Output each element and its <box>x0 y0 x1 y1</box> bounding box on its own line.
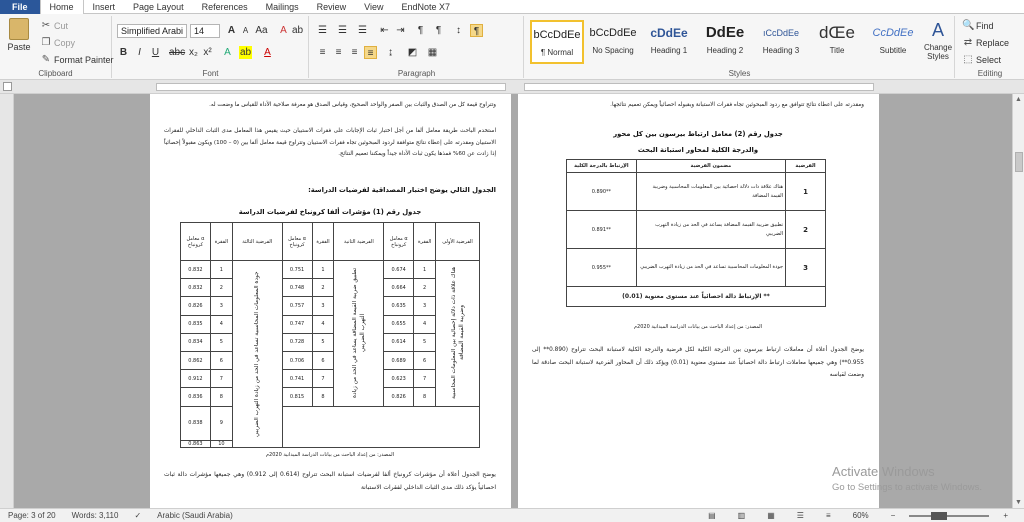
view-buttons <box>692 511 1024 520</box>
table-cell: 0.757 <box>282 297 312 315</box>
table-cell: 1 <box>414 261 436 279</box>
clear-format-icon[interactable]: A <box>280 25 287 36</box>
style-heading-1[interactable]: cDdEe Heading 1 <box>650 26 688 55</box>
table-1-title: جدول رقم (1) مؤشرات ألفا كرونباخ لفرضيات الدراسة <box>238 208 422 216</box>
hyp-number: 3 <box>786 249 826 287</box>
paintbrush-icon: ✎ <box>41 54 51 65</box>
paragraph-label: Paragraph <box>397 69 436 78</box>
style-subtitle[interactable]: CcDdEe Subtitle <box>872 27 914 55</box>
styles-label: Styles <box>728 69 751 78</box>
find-button[interactable]: 🔍 Find <box>962 20 994 31</box>
th-para-1: الفقرة <box>414 223 436 261</box>
table-cell: 3 <box>210 297 232 315</box>
borders-icon[interactable]: ▦ <box>427 47 438 58</box>
ruler-left-page <box>156 83 506 91</box>
bold-icon[interactable]: B <box>119 47 128 58</box>
table-cell: 5 <box>414 333 436 351</box>
table-cell: 0.664 <box>384 279 414 297</box>
paste-button[interactable]: Paste <box>6 18 32 52</box>
table-cell: 0.863 <box>181 440 211 447</box>
shrink-font-icon[interactable]: A <box>242 26 249 35</box>
table-cell: 10 <box>210 440 232 447</box>
cut-button[interactable]: ✂ Cut <box>41 20 69 31</box>
table-cell: 8 <box>414 388 436 406</box>
left-source: المصدر: من إعداد الباحث من بيانات الدراسة الميدانية 2020م <box>265 452 395 458</box>
superscript-icon[interactable]: x² <box>203 47 212 58</box>
tab-page-layout[interactable]: Page Layout <box>133 1 184 12</box>
text-effects-icon[interactable]: A <box>224 47 231 58</box>
paragraph-group <box>310 16 524 78</box>
align-right-icon[interactable]: ≡ <box>351 47 358 58</box>
table-cell: 3 <box>312 297 334 315</box>
table-cell: 8 <box>210 388 232 406</box>
tab-file[interactable]: File <box>0 0 40 14</box>
table-cell: 0.836 <box>181 388 211 406</box>
clipboard-group <box>0 16 112 78</box>
zoom-slider[interactable] <box>909 515 989 517</box>
th-alpha-1: معامل α كرونباخ <box>384 223 414 261</box>
sort-icon[interactable]: ↕ <box>456 25 461 36</box>
hyp-1-text: هناك علاقة ذات دلالة إحصائية بين المعلومات المحاسبية وضريبة القيمة المضافة <box>436 261 480 407</box>
copy-icon: ❐ <box>41 37 51 48</box>
replace-button[interactable]: ⇄ Replace <box>963 37 1010 48</box>
tab-home[interactable]: Home <box>40 0 84 14</box>
table-cell: 8 <box>312 388 334 406</box>
show-marks-icon[interactable]: ¶ <box>470 24 483 37</box>
table-cell: 7 <box>312 370 334 388</box>
editing-group <box>956 16 1024 78</box>
table-1 <box>180 222 480 448</box>
table-cell: 4 <box>312 315 334 333</box>
table-cell: 0.728 <box>282 333 312 351</box>
left-para-1: وتتراوح قيمة كل من الصدق والثبات بين الصفر والواحد الصحيح، وقياس الصدق هو معرفة صلاحية الأداة للقياس ما وضعت له. <box>209 102 496 108</box>
table-cell: 0.614 <box>384 333 414 351</box>
table-cell: 2 <box>312 279 334 297</box>
numbering-icon[interactable]: ☰ <box>338 25 347 36</box>
word-count[interactable]: Words: 3,110 <box>71 511 119 520</box>
style-title[interactable]: dŒe Title <box>819 23 855 55</box>
tab-review[interactable]: Review <box>316 1 347 12</box>
table-2-title-line-2: والدرجة الكلية لمحاور استبانة البحث <box>637 146 759 154</box>
change-case-icon[interactable]: Aa <box>255 25 268 36</box>
hyp-3-text: جودة المعلومات المحاسبية تساعد في الحد من زيادة التهرب الضريبي <box>232 261 282 448</box>
shading-icon[interactable]: ◩ <box>407 47 418 58</box>
style-normal[interactable]: bCcDdEe ¶ Normal <box>530 20 584 64</box>
table-cell: 0.706 <box>282 352 312 370</box>
replace-icon: ⇄ <box>963 37 973 48</box>
table-cell: 6 <box>210 352 232 370</box>
style-heading-3[interactable]: ıCcDdEe Heading 3 <box>762 28 800 55</box>
table-cell: 0.912 <box>181 370 211 388</box>
table-cell: 1 <box>210 261 232 279</box>
language-indicator[interactable]: Arabic (Saudi Arabia) <box>157 511 233 520</box>
right-para-1: ومقدرته على اعطاء نتائج تتوافق مع ردود المبحوثين تجاه فقرات الاستبانة وبقبوله احصائياً ويمكن تعميم نتائجها. <box>610 102 864 108</box>
style-heading-2[interactable]: DdEe Heading 2 <box>705 24 745 55</box>
tab-insert[interactable]: Insert <box>92 1 116 12</box>
table-cell: 0.826 <box>384 388 414 406</box>
document-workspace[interactable] <box>0 94 1012 508</box>
left-heading: الجدول التالي يوضح اختبار المصداقية لفرضيات الدراسة: <box>308 186 496 194</box>
page-count[interactable]: Page: 3 of 20 <box>8 511 56 520</box>
corr-value: 0.891** <box>567 211 637 249</box>
format-painter-button[interactable]: ✎ Format Painter <box>41 54 114 65</box>
editing-label: Editing <box>977 69 1003 78</box>
table-cell: 5 <box>312 333 334 351</box>
th-para-3: الفقرة <box>210 223 232 261</box>
table-cell: 6 <box>414 352 436 370</box>
decrease-indent-icon[interactable]: ⇤ <box>380 25 389 36</box>
change-styles-button[interactable]: A Change Styles <box>924 20 953 61</box>
th-para-2: الفقرة <box>312 223 334 261</box>
vertical-ruler <box>0 94 14 508</box>
select-button[interactable]: ⬚ Select <box>963 54 1002 65</box>
table-cell: 2 <box>210 279 232 297</box>
increase-indent-icon[interactable]: ⇥ <box>396 25 405 36</box>
horizontal-ruler[interactable] <box>0 80 1024 94</box>
table-cell: 5 <box>210 333 232 351</box>
zoom-level[interactable]: 60% <box>852 511 869 520</box>
table-cell: 0.635 <box>384 297 414 315</box>
hyp-content: هناك علاقة ذات دلالة احصائية بين المعلومات المحاسبية وضريبة القيمة المضافة <box>636 173 785 211</box>
table-2-footnote: ** الإرتباط دالة احصائياً عند مستوى معنوية (0.01) <box>567 287 826 307</box>
strikethrough-icon[interactable]: abc <box>169 47 186 58</box>
tab-endnote[interactable]: EndNote X7 <box>401 1 451 12</box>
clipboard-label: Clipboard <box>38 69 73 78</box>
phonetic-icon[interactable]: ab <box>291 25 304 36</box>
ruler-right-page <box>524 83 874 91</box>
font-size-select[interactable]: 14 <box>190 24 220 38</box>
align-center-icon[interactable]: ≡ <box>335 47 342 58</box>
table-cell: 0.826 <box>181 297 211 315</box>
tab-references[interactable]: References <box>201 1 248 12</box>
bullets-icon[interactable]: ☰ <box>318 25 327 36</box>
justify-icon[interactable]: ≡ <box>364 46 377 59</box>
table-cell: 0.674 <box>384 261 414 279</box>
left-para-3: يوضح الجدول أعلاه أن مؤشرات كرونباخ ألفا لفرضيات استبانة البحث تتراوح (0.614 إلى 0.912) وهي جميعها مؤشرات دالة ثبات احصائياً يؤكد ذلك مدى الثبات الداخلي لفقرات الاستبانة <box>164 471 496 491</box>
table-cell: 0.834 <box>181 333 211 351</box>
ltr-direction-icon[interactable]: ¶ <box>417 25 424 36</box>
ribbon-tabs <box>0 0 1024 14</box>
scroll-thumb[interactable] <box>1015 152 1023 172</box>
table-cell: 4 <box>414 315 436 333</box>
font-color-icon[interactable]: A <box>264 47 271 58</box>
italic-icon[interactable]: I <box>138 47 141 58</box>
multilevel-list-icon[interactable]: ☰ <box>358 25 367 36</box>
font-name-select[interactable]: Simplified Arabi <box>117 24 187 38</box>
tab-mailings[interactable]: Mailings <box>265 1 299 12</box>
highlight-icon[interactable]: ab <box>239 47 252 58</box>
hyp-2-text: تطبيق ضريبة القيمة المضافة يساعد في الحد من زيادة التهرب الضريبي <box>334 261 384 407</box>
table-cell: 0.741 <box>282 370 312 388</box>
tab-view[interactable]: View <box>364 1 384 12</box>
table-cell: 4 <box>210 315 232 333</box>
activate-windows-watermark: Activate Windows Go to Settings to activate Windows. <box>832 464 982 493</box>
hyp-number: 1 <box>786 173 826 211</box>
copy-button[interactable]: ❐ Copy <box>41 37 76 48</box>
binoculars-icon: 🔍 <box>962 20 975 31</box>
table-cell: 7 <box>210 370 232 388</box>
change-styles-icon: A <box>931 20 944 40</box>
scroll-up-icon[interactable]: ▲ <box>1015 96 1022 103</box>
th-correlation: الإرتباط بالدرجة الكلية <box>567 160 637 173</box>
tab-selector-icon[interactable] <box>3 82 12 91</box>
print-layout-icon[interactable]: ▤ <box>708 511 716 520</box>
rtl-direction-icon[interactable]: ¶ <box>435 25 442 36</box>
table-cell: 2 <box>414 279 436 297</box>
underline-icon[interactable]: U <box>151 47 160 58</box>
hyp-number: 2 <box>786 211 826 249</box>
hyp-content: تطبيق ضريبة القيمة المضافة يساعد في الحد من زيادة التهرب الضريبي <box>636 211 785 249</box>
corr-value: 0.955** <box>567 249 637 287</box>
th-hyp-3: الفرضية الثالثة <box>232 223 282 261</box>
table-2 <box>566 159 826 307</box>
th-alpha-3: معامل α كرونباخ <box>181 223 211 261</box>
zoom-slider-thumb[interactable] <box>931 512 947 520</box>
table-cell: 7 <box>414 370 436 388</box>
th-content: مضمون الفرضية <box>636 160 785 173</box>
full-screen-icon[interactable]: ▥ <box>737 511 746 520</box>
th-alpha-2: معامل α كرونباخ <box>282 223 312 261</box>
scroll-down-icon[interactable]: ▼ <box>1015 499 1022 506</box>
table-cell: 9 <box>210 406 232 440</box>
ribbon <box>0 14 1024 80</box>
table-2-title-line-1: جدول رقم (2) معامل ارتباط بيرسون بين كل محور <box>613 130 783 138</box>
zoom-in-icon[interactable]: + <box>1003 511 1008 520</box>
web-layout-icon[interactable]: ▦ <box>767 511 775 520</box>
table-cell: 0.832 <box>181 261 211 279</box>
hyp-content: جودة المعلومات المحاسبية تساعد في الحد من زيادة التهرب الضريبي <box>636 249 785 287</box>
left-para-2: استخدم الباحث طريقة معامل ألفا من أجل اختبار ثبات الإجابات على فقرات الاستبيان حيث يقيس هذا المعامل مدى الثبات الداخلي للفقرات الاستبيان ومقدرته على إعطاء نتائج متوافقة لردود المبحوثين تجاه فقرات الاستبيان وتتراوح قيمة معامل ألفا بين (0 – 100) ويكون مقبولاً إحصائياً إذا زادت عن 60% فمذها يكون ثبات الأداة جيداً ويمكننا تعميم النتائج. <box>164 128 496 157</box>
table-cell: 0.862 <box>181 352 211 370</box>
empty-cell <box>282 406 479 447</box>
table-cell: 3 <box>414 297 436 315</box>
table-cell: 0.815 <box>282 388 312 406</box>
table-cell: 1 <box>312 261 334 279</box>
table-cell: 0.748 <box>282 279 312 297</box>
corr-value: 0.890** <box>567 173 637 211</box>
draft-icon[interactable]: ≡ <box>825 511 831 520</box>
page-right[interactable] <box>518 94 879 508</box>
proofing-icon[interactable]: ✓ <box>134 511 142 520</box>
grow-font-icon[interactable]: A <box>227 25 236 36</box>
styles-group <box>525 16 955 78</box>
select-icon: ⬚ <box>963 54 973 65</box>
table-cell: 0.832 <box>181 279 211 297</box>
scissors-icon: ✂ <box>41 20 51 31</box>
table-cell: 0.689 <box>384 352 414 370</box>
page-left[interactable] <box>150 94 511 508</box>
outline-icon[interactable]: ☰ <box>796 511 804 520</box>
right-para-2: يوضح الجدول أعلاه أن معاملات ارتباط بيرسون بين الدرجة الكلية لكل فرضية والدرجة الكلية لاستبانة البحث تتراوح (0.890** إلى 0.955**) وهي جميعها معاملات ارتباط دالة احصائياً عند مستوى معنوية (0.01) ويؤكد ذلك أن المحاور الفرعية لاستبانة البحث صادقة لما وضعت لقياسه <box>532 347 864 378</box>
subscript-icon[interactable]: x₂ <box>189 47 198 58</box>
th-hypothesis: الفرضية <box>786 160 826 173</box>
style-no-spacing[interactable]: bCcDdEe No Spacing <box>589 27 637 55</box>
font-group <box>113 16 309 78</box>
zoom-out-icon[interactable]: − <box>890 511 896 520</box>
align-left-icon[interactable]: ≡ <box>319 47 326 58</box>
paste-icon <box>9 18 29 40</box>
table-cell: 0.747 <box>282 315 312 333</box>
table-cell: 0.623 <box>384 370 414 388</box>
table-cell: 0.838 <box>181 406 211 440</box>
table-cell: 0.655 <box>384 315 414 333</box>
font-label: Font <box>202 69 219 78</box>
table-cell: 0.835 <box>181 315 211 333</box>
status-bar <box>0 508 1024 522</box>
th-hyp-2: الفرضية الثانية <box>334 223 384 261</box>
vertical-scrollbar[interactable] <box>1012 94 1024 508</box>
table-cell: 0.751 <box>282 261 312 279</box>
right-source: المصدر: من إعداد الباحث من بيانات الدراسة الميدانية 2020م <box>633 324 763 330</box>
th-hyp-1: الفرضية الأولى <box>436 223 480 261</box>
table-cell: 6 <box>312 352 334 370</box>
line-spacing-icon[interactable]: ↨ <box>388 47 393 58</box>
